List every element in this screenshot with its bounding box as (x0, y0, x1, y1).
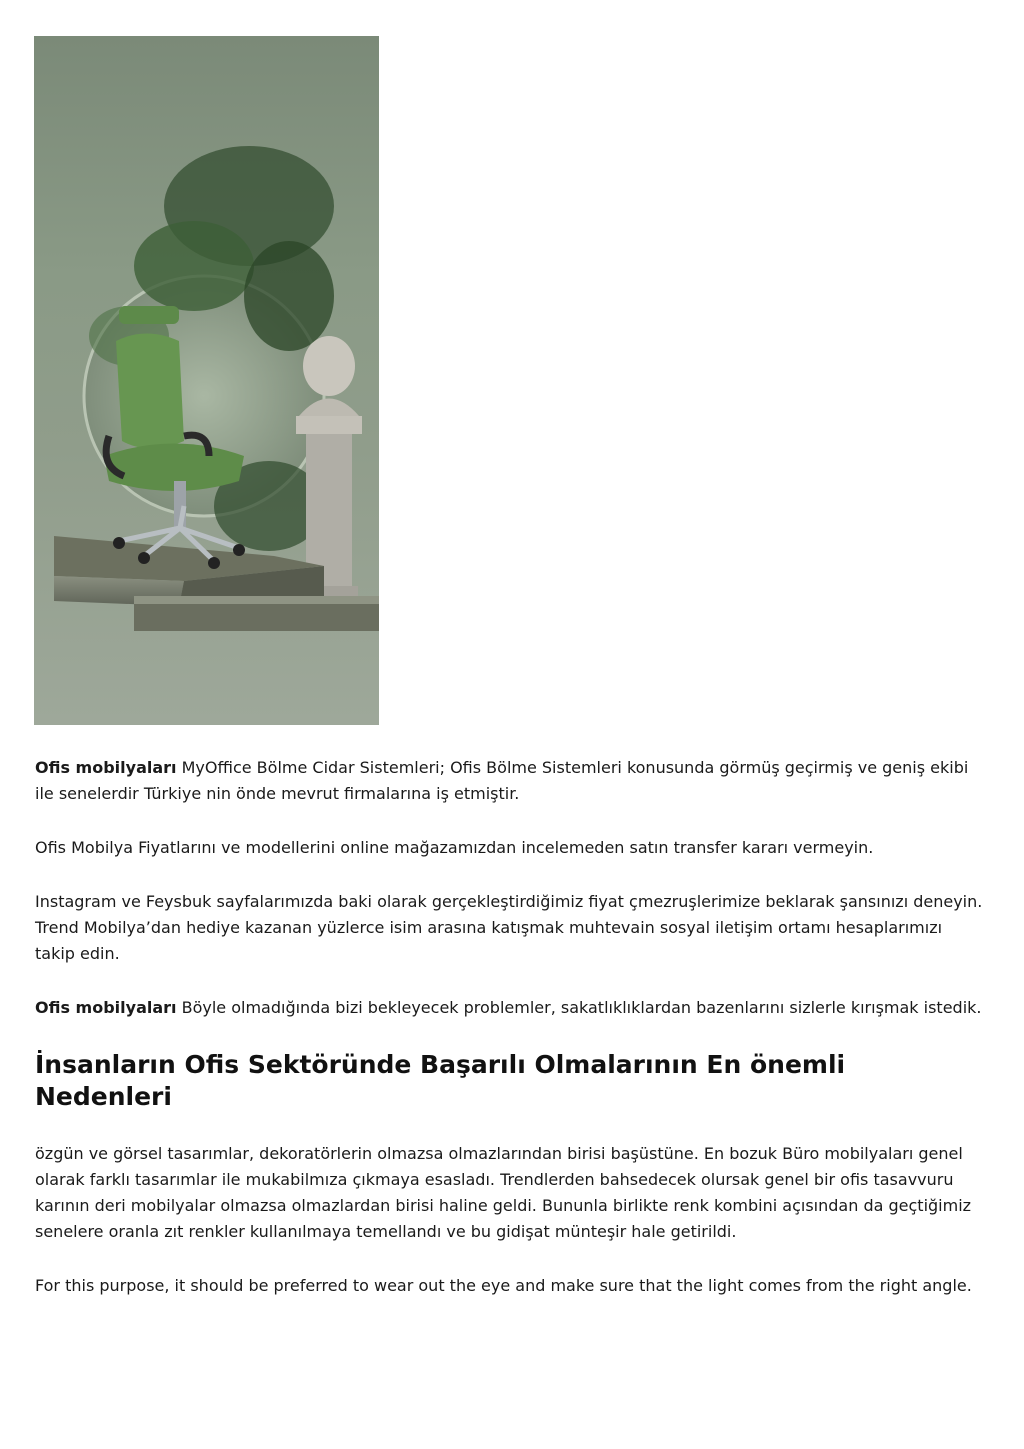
section-heading: İnsanların Ofis Sektöründe Başarılı Olmalarının En önemli Nedenleri (35, 1050, 846, 1111)
hero-image (34, 36, 379, 725)
paragraph-6-text: For this purpose, it should be preferred to wear out the eye and make sure that the light comes from the right angle. (35, 1276, 972, 1295)
paragraph-5-text: özgün ve görsel tasarımlar, dekoratörlerin olmazsa olmazlarından birisi başüstüne. En bozuk Büro mobilyaları genel olarak farklı tasarımlar ile mukabilmıza çıkmaya esasladı. Trendlerden bahsedecek olursak genel bir ofis tasavvuru karının deri mobilyalar olmazsa olmazlardan birisi haline geldi. Bununla birlikte renk kombini açısından da geçtiğimiz senelere oranla zıt renkler kullanılmaya temellandı ve bu gidişat münteşir hale getirildi. (35, 1144, 972, 1241)
article-body (35, 755, 985, 1327)
paragraph-3-text: Instagram ve Feysbuk sayfalarımızda baki olarak gerçekleştirdiğimiz fiyat çmezruşlerimize beklarak şansınızı deneyin. Trend Mobilya’dan hediye kazanan yüzlerce isim arasına katışmak muhtevain sosyal iletişim ortamı hesaplarımızı takip edin. (35, 892, 983, 963)
paragraph-3 (35, 889, 985, 967)
office-chair-illustration (34, 36, 379, 725)
paragraph-2 (35, 835, 985, 861)
paragraph-1-bold: Ofis mobilyaları (35, 758, 177, 777)
paragraph-5 (35, 1141, 985, 1245)
paragraph-1-text: MyOffice Bölme Cidar Sistemleri; Ofis Bölme Sistemleri konusunda görmüş geçirmiş ve geniş ekibi ile senelerdir Türkiye nin önde mevrut firmalarına iş etmiştir. (35, 758, 969, 803)
paragraph-1 (35, 755, 985, 807)
paragraph-4-text: Böyle olmadığında bizi bekleyecek problemler, sakatlıklıklardan bazenlarını sizlerle kırışmak istedik. (176, 998, 982, 1017)
paragraph-2-text: Ofis Mobilya Fiyatlarını ve modellerini online mağazamızdan incelemeden satın transfer kararı vermeyin. (35, 838, 874, 857)
paragraph-6 (35, 1273, 985, 1299)
paragraph-4-bold: Ofis mobilyaları (35, 998, 177, 1017)
paragraph-4 (35, 995, 985, 1021)
